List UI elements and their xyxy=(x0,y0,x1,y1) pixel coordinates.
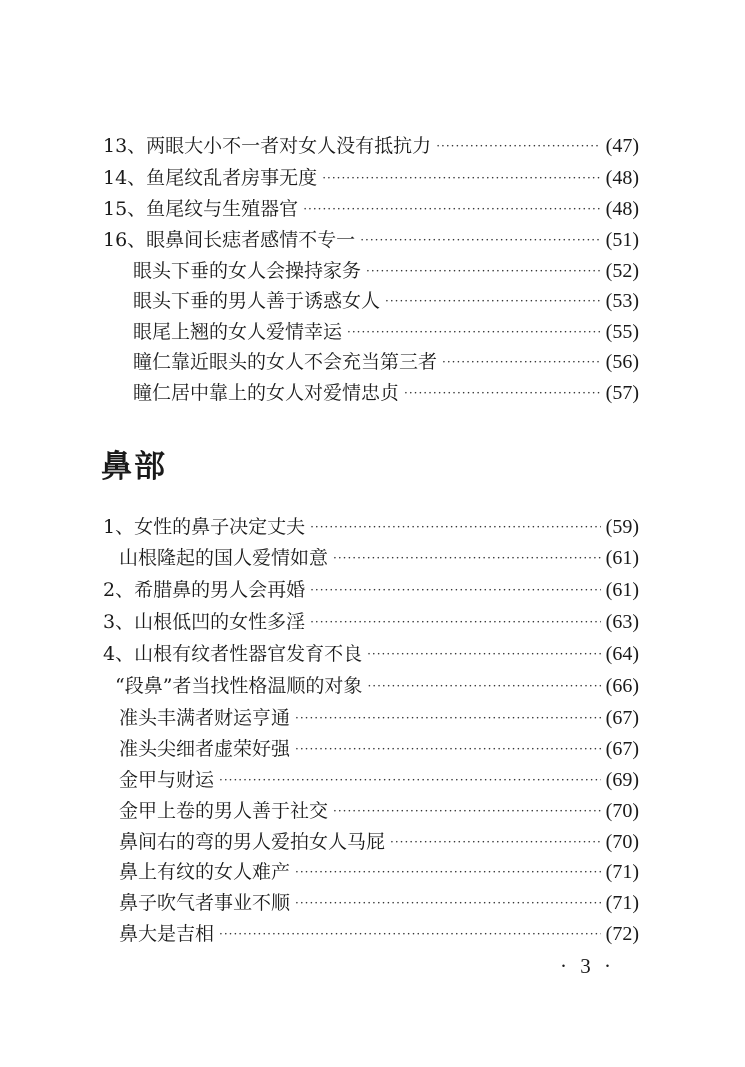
toc-entry-page: (47) xyxy=(605,135,639,157)
toc-entry-page: (63) xyxy=(605,611,639,633)
toc-subentry xyxy=(119,888,639,918)
toc-entry-title: 2、希腊鼻的男人会再婚 xyxy=(103,579,306,601)
toc-entry-page: (52) xyxy=(605,260,639,282)
toc-entry xyxy=(103,607,639,637)
toc-entry-title: 眼尾上翘的女人爱情幸运 xyxy=(133,321,343,343)
toc-subentry xyxy=(133,378,639,408)
toc-subentry xyxy=(115,671,639,701)
dot-leader xyxy=(436,131,600,161)
toc-subentry xyxy=(119,765,639,795)
dot-leader xyxy=(390,827,601,857)
dot-leader xyxy=(442,347,601,377)
toc-entry-title: 15、鱼尾纹与生殖器官 xyxy=(103,198,299,220)
dot-leader xyxy=(385,286,601,316)
toc-subentry xyxy=(119,703,639,733)
dot-leader xyxy=(310,512,601,542)
toc-entry xyxy=(103,194,639,224)
toc-entry xyxy=(103,163,639,193)
toc-entry xyxy=(103,131,639,161)
toc-entry-page: (48) xyxy=(605,167,639,189)
toc-entry-page: (55) xyxy=(605,321,639,343)
toc-entry-title: 鼻间右的弯的男人爱拍女人马屁 xyxy=(119,831,386,853)
toc-entry-page: (64) xyxy=(605,643,639,665)
toc-entry xyxy=(103,512,639,542)
toc-subentry xyxy=(119,543,639,573)
toc-entry-page: (70) xyxy=(605,800,639,822)
toc-entry xyxy=(103,639,639,669)
toc-entry-title: 眼头下垂的女人会操持家务 xyxy=(133,260,362,282)
toc-entry-page: (70) xyxy=(605,831,639,853)
toc-entry xyxy=(103,575,639,605)
toc-entry xyxy=(103,225,639,255)
toc-entry-page: (56) xyxy=(605,351,639,373)
toc-entry-title: 准头丰满者财运亨通 xyxy=(119,707,291,729)
dot-leader xyxy=(295,734,601,764)
toc-entry-title: 4、山根有纹者性器官发育不良 xyxy=(103,643,363,665)
toc-entry-page: (48) xyxy=(605,198,639,220)
toc-entry-page: (61) xyxy=(605,579,639,601)
dot-leader xyxy=(322,163,600,193)
toc-subentry xyxy=(133,256,639,286)
dot-leader xyxy=(360,225,600,255)
toc-entry-title: 鼻上有纹的女人难产 xyxy=(119,861,291,883)
dot-leader xyxy=(219,919,601,949)
toc-entry-page: (69) xyxy=(605,769,639,791)
toc-subentry xyxy=(119,827,639,857)
toc-entry-title: 鼻大是吉相 xyxy=(119,923,215,945)
toc-entry-page: (71) xyxy=(605,892,639,914)
dot-leader xyxy=(367,671,600,701)
toc-entry-title: “段鼻”者当找性格温顺的对象 xyxy=(115,675,363,697)
toc-entry-page: (67) xyxy=(605,738,639,760)
dot-leader xyxy=(333,543,601,573)
toc-entry-title: 鼻子吹气者事业不顺 xyxy=(119,892,291,914)
toc-subentry xyxy=(133,286,639,316)
page-number: · 3 · xyxy=(560,954,615,978)
toc-subentry xyxy=(119,734,639,764)
toc-entry-title: 1、女性的鼻子决定丈夫 xyxy=(103,516,306,538)
dot-leader xyxy=(295,703,601,733)
toc-entry-title: 准头尖细者虚荣好强 xyxy=(119,738,291,760)
toc-entry-title: 金甲上卷的男人善于社交 xyxy=(119,800,329,822)
dot-leader xyxy=(310,575,601,605)
toc-entry-title: 眼头下垂的男人善于诱惑女人 xyxy=(133,290,381,312)
dot-leader xyxy=(347,317,601,347)
toc-entry-page: (59) xyxy=(605,516,639,538)
dot-leader xyxy=(295,888,601,918)
toc-subentry xyxy=(119,857,639,887)
toc-entry-page: (67) xyxy=(605,707,639,729)
dot-leader xyxy=(404,378,601,408)
toc-subentry xyxy=(133,317,639,347)
toc-entry-page: (72) xyxy=(605,923,639,945)
toc-subentry xyxy=(133,347,639,377)
dot-leader xyxy=(366,256,601,286)
toc-entry-title: 瞳仁靠近眼头的女人不会充当第三者 xyxy=(133,351,438,373)
dot-leader xyxy=(303,194,600,224)
toc-entry-page: (51) xyxy=(605,229,639,251)
dot-leader xyxy=(367,639,601,669)
toc-entry-title: 瞳仁居中靠上的女人对爱情忠贞 xyxy=(133,382,400,404)
dot-leader xyxy=(295,857,601,887)
toc-entry-page: (66) xyxy=(605,675,639,697)
dot-leader xyxy=(310,607,601,637)
toc-subentry xyxy=(119,919,639,949)
toc-entry-title: 13、两眼大小不一者对女人没有抵抗力 xyxy=(103,135,432,157)
toc-entry-title: 16、眼鼻间长痣者感情不专一 xyxy=(103,229,356,251)
toc-entry-page: (61) xyxy=(605,547,639,569)
toc-entry-page: (57) xyxy=(605,382,639,404)
toc-entry-title: 3、山根低凹的女性多淫 xyxy=(103,611,306,633)
toc-entry-page: (71) xyxy=(605,861,639,883)
dot-leader xyxy=(333,796,601,826)
dot-leader xyxy=(219,765,601,795)
toc-entry-title: 山根隆起的国人爱情如意 xyxy=(119,547,329,569)
section-heading: 鼻部 xyxy=(101,449,167,485)
toc-entry-title: 金甲与财运 xyxy=(119,769,215,791)
toc-entry-title: 14、鱼尾纹乱者房事无度 xyxy=(103,167,318,189)
toc-subentry xyxy=(119,796,639,826)
toc-entry-page: (53) xyxy=(605,290,639,312)
